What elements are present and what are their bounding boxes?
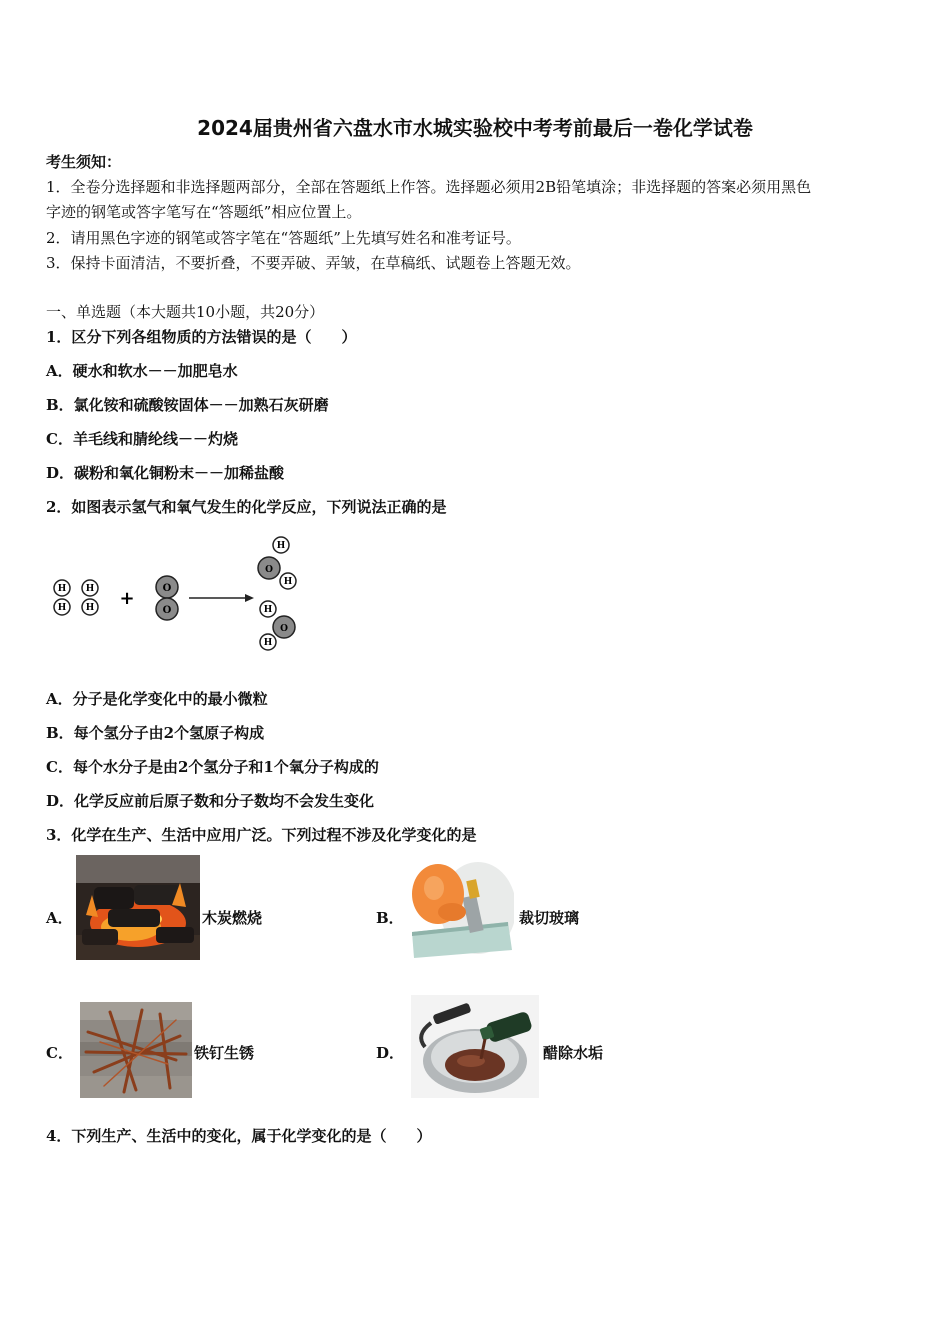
question-3-option-c-text: 铁钉生锈 — [194, 1044, 255, 1062]
question-2-option-d: D．化学反应前后原子数和分子数均不会发生变化 — [46, 792, 375, 810]
rusty-nails-image — [80, 1002, 192, 1098]
hydrogen-molecule-1 — [54, 580, 70, 615]
svg-text:O: O — [162, 583, 172, 594]
page-title: 2024届贵州省六盘水市水城实验校中考考前最后一卷化学试卷 — [197, 116, 753, 140]
svg-text:H: H — [85, 584, 95, 594]
question-3-option-d-letter: D． — [376, 1044, 405, 1062]
svg-text:H: H — [283, 577, 293, 587]
question-3-option-b-letter: B． — [376, 909, 404, 927]
question-1-option-b: B．氯化铵和硫酸铵固体－－加熟石灰研磨 — [46, 396, 329, 414]
section-heading: 一、单选题（本大题共10小题，共20分） — [46, 303, 325, 321]
question-3-stem: 3．化学在生产、生活中应用广泛。下列过程不涉及化学变化的是 — [46, 826, 477, 844]
charcoal-burning-image — [76, 855, 200, 960]
notice-item-1-line-1: 1．全卷分选择题和非选择题两部分，全部在答题纸上作答。选择题必须用2B铅笔填涂；非选择题的答案必须用黑色 — [46, 178, 812, 196]
question-3-option-d-text: 醋除水垢 — [543, 1044, 604, 1062]
question-3-option-a-letter: A． — [46, 909, 73, 927]
vinegar-descaling-image — [411, 995, 539, 1098]
water-molecule-2 — [260, 601, 295, 650]
svg-text:H: H — [57, 603, 67, 613]
svg-text:H: H — [85, 603, 95, 613]
question-2-stem: 2．如图表示氢气和氧气发生的化学反应，下列说法正确的是 — [46, 498, 447, 516]
plus-sign: + — [119, 588, 135, 609]
svg-text:H: H — [276, 541, 286, 551]
svg-text:O: O — [280, 624, 288, 634]
svg-text:H: H — [263, 638, 273, 648]
question-1-stem: 1．区分下列各组物质的方法错误的是（ ） — [46, 328, 357, 346]
water-molecule-1 — [258, 537, 296, 589]
svg-text:H: H — [57, 584, 67, 594]
question-4-stem: 4．下列生产、生活中的变化，属于化学变化的是（ ） — [46, 1127, 432, 1145]
hydrogen-molecule-2 — [82, 580, 98, 615]
question-3-option-a-text: 木炭燃烧 — [202, 909, 263, 927]
question-2-option-c: C．每个水分子是由2个氢分子和1个氧分子构成的 — [46, 758, 379, 776]
svg-text:O: O — [162, 605, 172, 616]
svg-text:O: O — [265, 565, 273, 575]
question-2-option-a: A．分子是化学变化中的最小微粒 — [46, 690, 268, 708]
glass-cutting-image — [408, 860, 514, 960]
notice-item-2: 2．请用黑色字迹的钢笔或答字笔在“答题纸”上先填写姓名和准考证号。 — [46, 229, 521, 247]
question-1-option-d: D．碳粉和氧化铜粉末－－加稀盐酸 — [46, 464, 285, 482]
oxygen-molecule — [156, 576, 178, 620]
question-2-option-b: B．每个氢分子由2个氢原子构成 — [46, 724, 265, 742]
question-3-option-c-letter: C． — [46, 1044, 73, 1062]
question-3-option-b-text: 裁切玻璃 — [519, 909, 580, 927]
notice-label: 考生须知： — [46, 153, 122, 171]
reaction-arrow — [189, 594, 254, 602]
reaction-diagram — [46, 532, 316, 657]
question-1-option-c: C．羊毛线和腈纶线－－灼烧 — [46, 430, 238, 448]
notice-item-1-line-2: 字迹的钢笔或答字笔写在“答题纸”相应位置上。 — [46, 203, 362, 221]
svg-text:H: H — [263, 605, 273, 615]
question-1-option-a: A．硬水和软水－－加肥皂水 — [46, 362, 238, 380]
notice-item-3: 3．保持卡面清洁，不要折叠，不要弄破、弄皱，在草稿纸、试题卷上答题无效。 — [46, 254, 581, 272]
